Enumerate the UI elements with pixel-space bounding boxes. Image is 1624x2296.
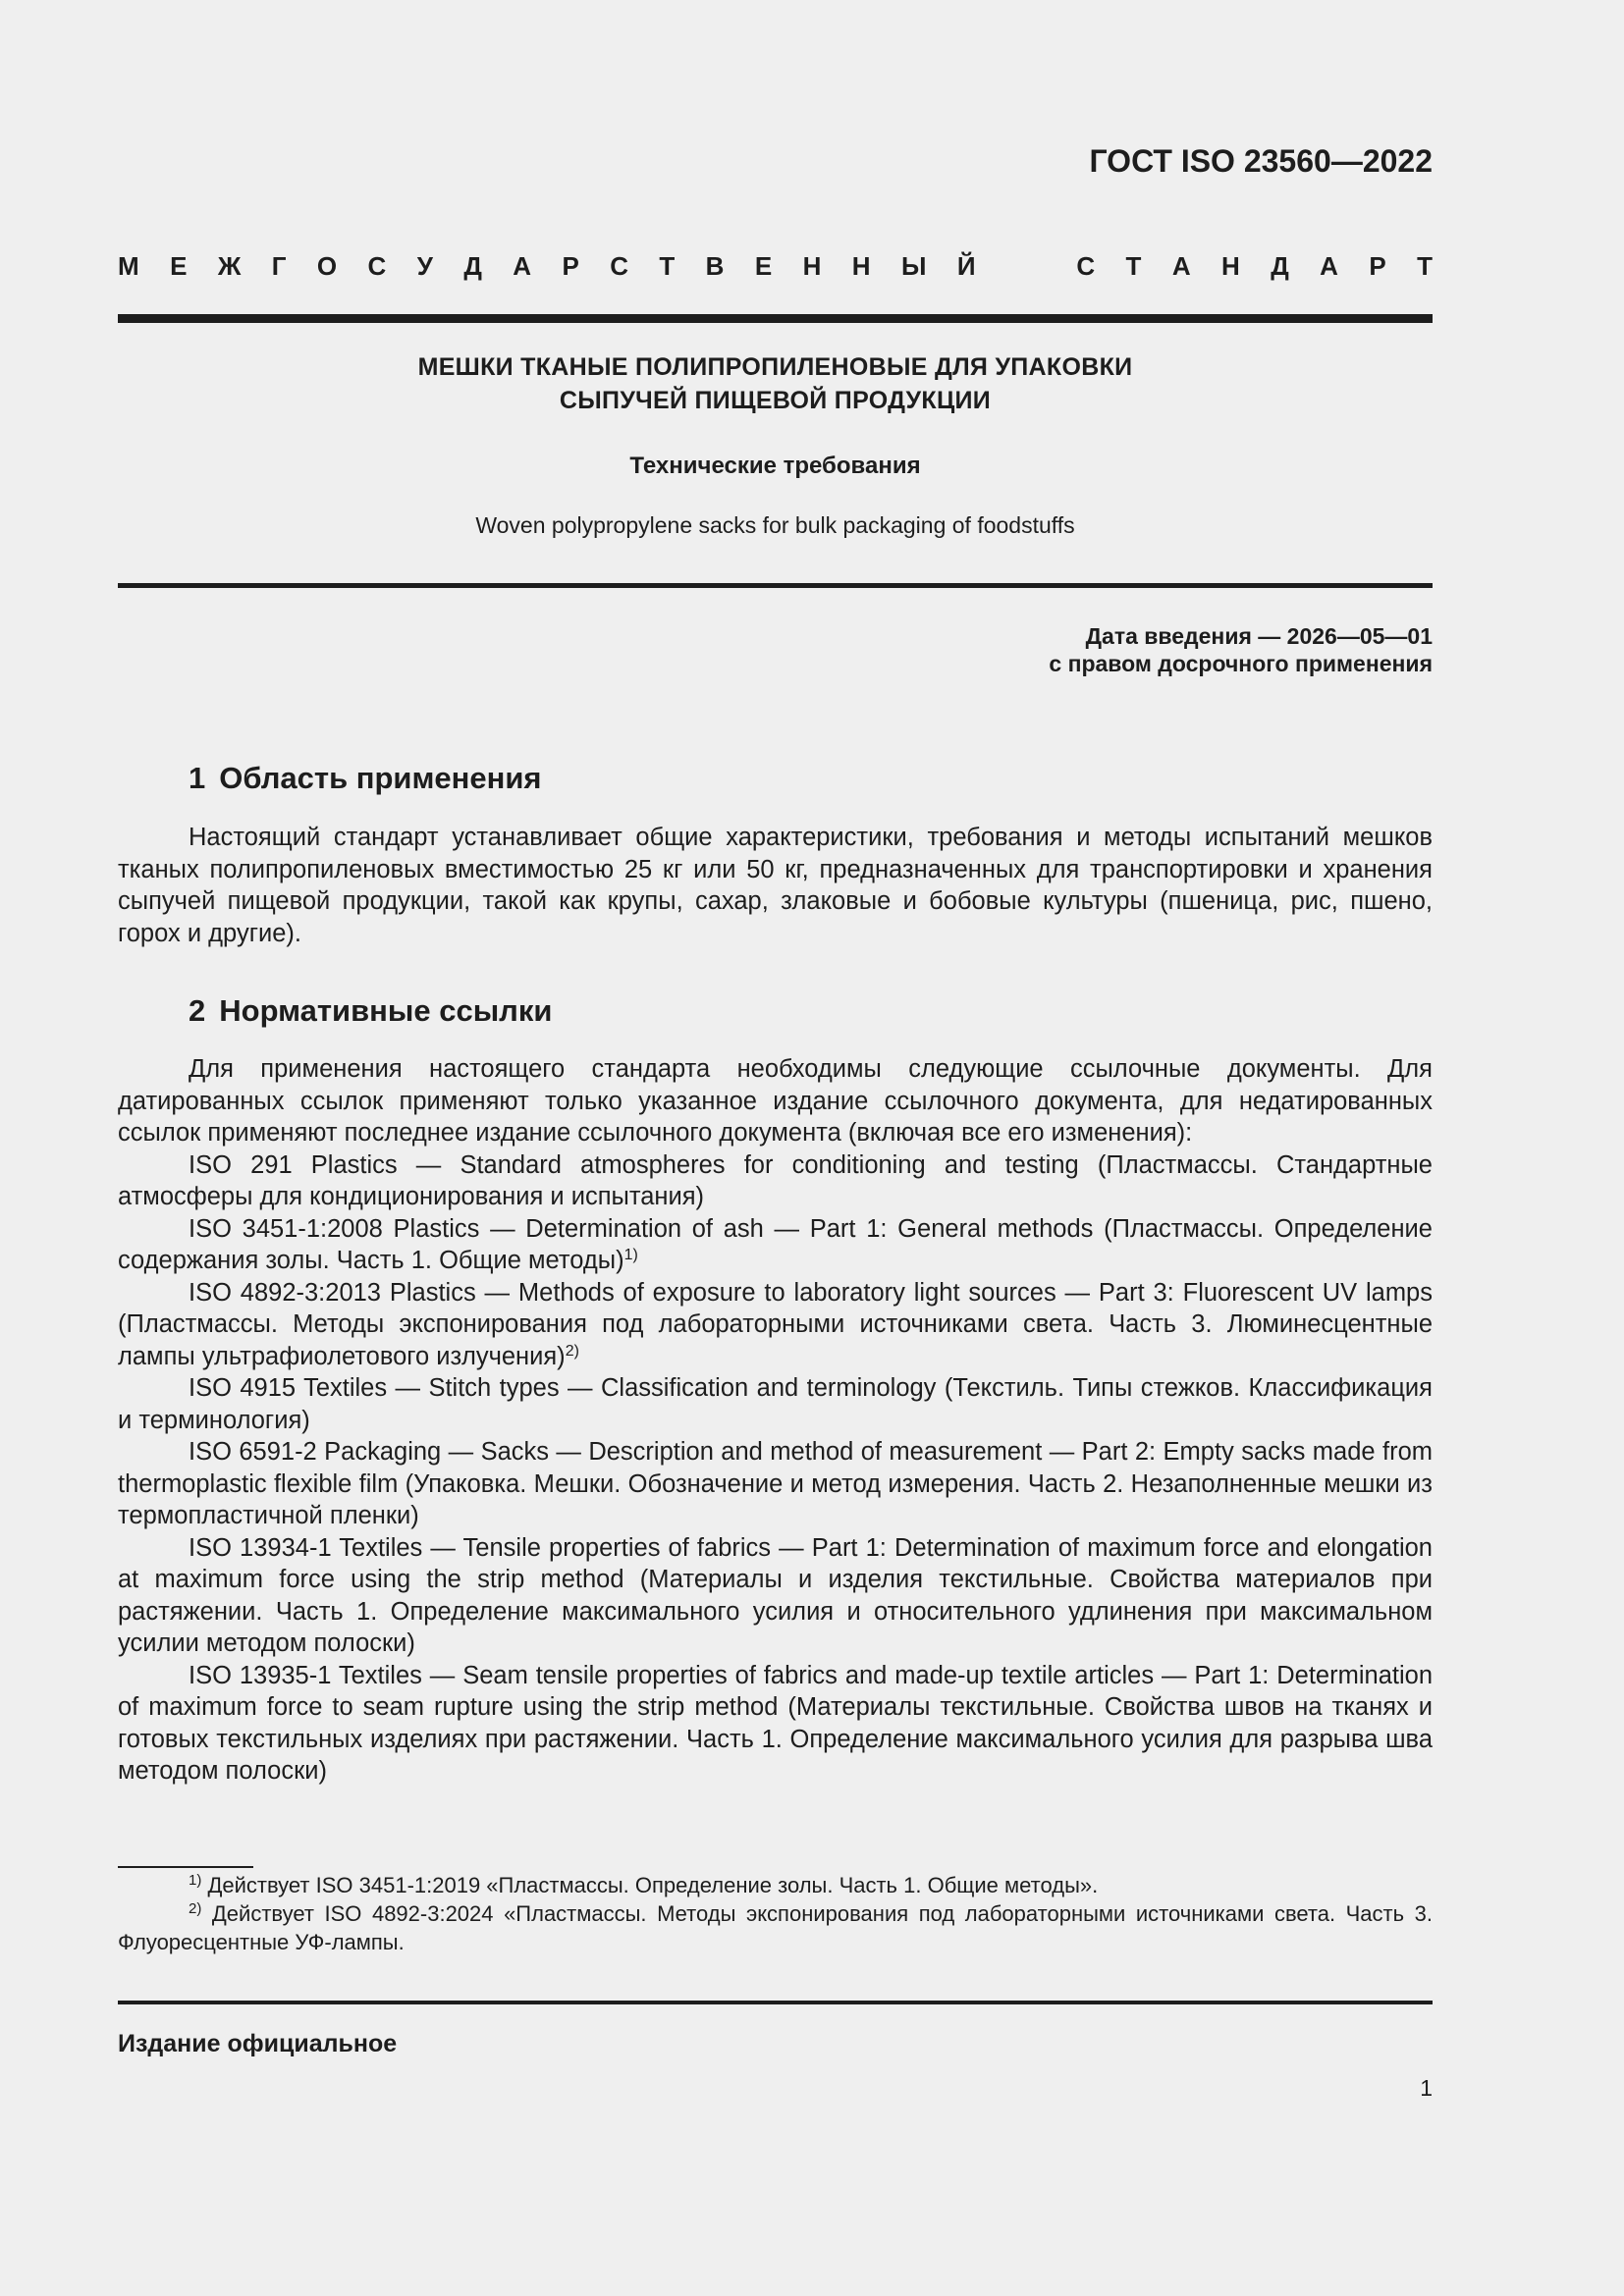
title-line: МЕШКИ ТКАНЫЕ ПОЛИПРОПИЛЕНОВЫЕ ДЛЯ УПАКОВКИ bbox=[417, 353, 1133, 381]
footer-divider bbox=[118, 2001, 1433, 2004]
footnote-ref[interactable]: 1) bbox=[623, 1247, 638, 1263]
section-number: 1 bbox=[189, 761, 206, 795]
document-title bbox=[118, 350, 1433, 417]
section-title: Нормативные ссылки bbox=[219, 993, 553, 1028]
document-subtitle: Технические требования bbox=[629, 453, 921, 479]
footnote-divider bbox=[118, 1866, 253, 1868]
paragraph: Для применения настоящего стандарта необходимы следующие ссылочные документы. Для датированных ссылок применяют только указанное издание ссылочного документа, для недатированных ссылок применяют последнее издание ссылочного документа (включая все его изменения): bbox=[118, 1055, 1433, 1147]
heading-letter: М bbox=[118, 251, 139, 281]
reference-item: ISO 291 Plastics — Standard atmospheres for conditioning and testing (Пластмассы. Стандартные атмосферы для кондиционирования и испытания) bbox=[118, 1150, 1433, 1210]
heading-letter: А bbox=[513, 251, 532, 281]
footnote-mark: 1) bbox=[189, 1872, 202, 1889]
heading-letter: В bbox=[705, 251, 725, 281]
heading-letter: Й bbox=[956, 251, 976, 281]
heading-letter: Н bbox=[802, 251, 822, 281]
word-gap bbox=[1006, 251, 1046, 282]
interstate-standard-heading bbox=[118, 251, 1433, 282]
reference-item: ISO 13934-1 Textiles — Tensile properties of fabrics — Part 1: Determination of maximum force and elongation at maximum force using the strip method (Материалы и изделия текстильные. Свойства материалов при растяжении. Часть 1. Определение максимального усилия и относительного удлинения при максимальном усилии методом полоски) bbox=[118, 1533, 1433, 1657]
english-title: Woven polypropylene sacks for bulk packaging of foodstuffs bbox=[475, 512, 1075, 538]
reference-item: ISO 4892-3:2013 Plastics — Methods of exposure to laboratory light sources — Part 3: Fluorescent UV lamps (Пластмассы. Методы экспонирования под лабораторными источниками света. Часть 3. Люминесцентные лампы ультрафиолетового излучения)$^{2)}$ bbox=[118, 1278, 1433, 1370]
footnote-item: $^{2)}$ Действует ISO 4892-3:2024 «Пластмассы. Методы экспонирования под лабораторными источниками света. Часть 3. Флуоресцентные УФ-лампы. bbox=[118, 1900, 1433, 1954]
section-heading-normative-references bbox=[189, 993, 552, 1029]
early-application-line: с правом досрочного применения bbox=[1049, 651, 1433, 676]
heading-letter: С bbox=[367, 251, 387, 281]
section-heading-scope bbox=[189, 761, 542, 796]
footnotes bbox=[118, 1871, 1433, 1956]
heading-letter: Г bbox=[271, 251, 287, 281]
section-references-body bbox=[118, 1053, 1433, 1788]
page-number: 1 bbox=[1420, 2075, 1433, 2101]
section-number: 2 bbox=[189, 993, 206, 1028]
heading-letter: У bbox=[416, 251, 433, 281]
footnote-mark: 2) bbox=[189, 1900, 202, 1917]
heading-letter: Е bbox=[754, 251, 773, 281]
heading-letter: Д bbox=[1271, 251, 1289, 281]
effective-date-line: Дата введения — 2026—05—01 bbox=[1085, 623, 1433, 649]
heading-letter: Т bbox=[1417, 251, 1433, 281]
effective-date bbox=[1049, 622, 1433, 677]
header-divider bbox=[118, 314, 1433, 323]
heading-letter: С bbox=[610, 251, 628, 281]
heading-letter: Ы bbox=[900, 251, 927, 281]
heading-letter: А bbox=[1320, 251, 1338, 281]
heading-letter: А bbox=[1171, 251, 1191, 281]
reference-item: ISO 4915 Textiles — Stitch types — Classification and terminology (Текстиль. Типы стежков. Классификация и терминология) bbox=[118, 1374, 1433, 1434]
heading-letter: Р bbox=[562, 251, 579, 281]
heading-letter: Т bbox=[1125, 251, 1142, 281]
heading-letter: Р bbox=[1369, 251, 1386, 281]
reference-item: ISO 6591-2 Packaging — Sacks — Description and method of measurement — Part 2: Empty sacks made from thermoplastic flexible film (Упаковка. Мешки. Обозначение и метод измерения. Часть 2. Незаполненные мешки из термопластичной пленки) bbox=[118, 1438, 1433, 1529]
heading-letter: Н bbox=[1221, 251, 1240, 281]
heading-letter: Ж bbox=[217, 251, 242, 281]
official-edition-label: Издание официальное bbox=[118, 2030, 398, 2057]
paragraph: Настоящий стандарт устанавливает общие характеристики, требования и методы испытаний мешков тканых полипропиленовых вместимостью 25 кг или 50 кг, предназначенных для транспортировки и хранения сыпучей пищевой продукции, такой как крупы, сахар, злаковые и бобовые культуры (пшеница, рис, пшено, горох и другие). bbox=[118, 824, 1433, 947]
heading-letter: Т bbox=[659, 251, 676, 281]
reference-item: ISO 13935-1 Textiles — Seam tensile properties of fabrics and made-up textile articles — Part 1: Determination of maximum force to seam rupture using the strip method (Материалы текстильные. Свойства швов на тканях и готовых текстильных изделиях при растяжении. Часть 1. Определение максимального усилия для разрыва шва методом полоски) bbox=[118, 1661, 1433, 1785]
heading-letter: С bbox=[1076, 251, 1096, 281]
footnote-item: $^{1)}$ Действует ISO 3451-1:2019 «Пластмассы. Определение золы. Часть 1. Общие методы». bbox=[189, 1872, 1099, 1897]
heading-letter: Е bbox=[170, 251, 188, 281]
title-divider bbox=[118, 583, 1433, 588]
reference-item: ISO 3451-1:2008 Plastics — Determination of ash — Part 1: General methods (Пластмассы. Определение содержания золы. Часть 1. Общие методы)$^{1)}$ bbox=[118, 1214, 1433, 1274]
title-line: СЫПУЧЕЙ ПИЩЕВОЙ ПРОДУКЦИИ bbox=[559, 387, 992, 414]
section-title: Область применения bbox=[219, 761, 542, 795]
section-scope-body bbox=[118, 822, 1433, 949]
heading-letter: Н bbox=[851, 251, 871, 281]
heading-letter: Д bbox=[463, 251, 482, 281]
heading-letter: О bbox=[316, 251, 338, 281]
footnote-ref[interactable]: 2) bbox=[565, 1342, 579, 1360]
document-code: ГОСТ ISO 23560—2022 bbox=[1089, 143, 1433, 179]
